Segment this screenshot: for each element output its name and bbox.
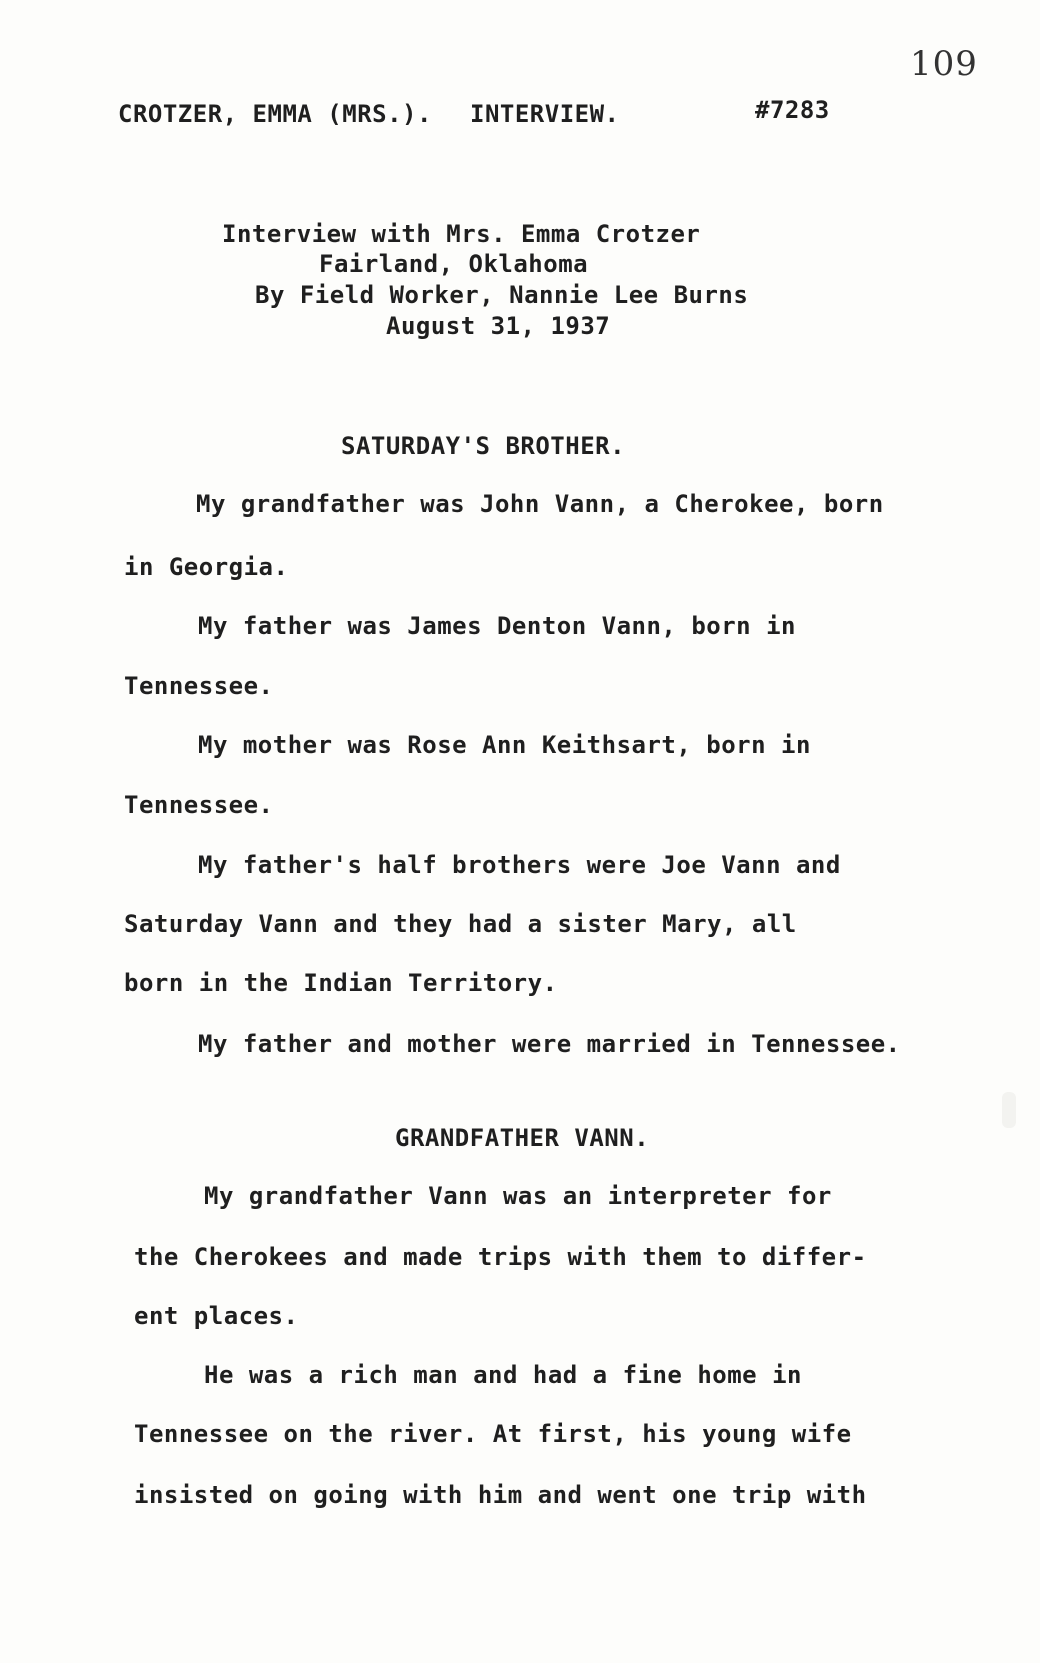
header-number: #7283: [755, 96, 830, 124]
body-line: My grandfather was John Vann, a Cherokee, born: [196, 490, 884, 518]
body-line: born in the Indian Territory.: [124, 969, 558, 997]
body-line: the Cherokees and made trips with them to differ-: [134, 1243, 867, 1271]
paper-smudge: [1002, 1092, 1016, 1128]
header-name: CROTZER, EMMA (MRS.).: [118, 100, 432, 128]
body-line: My grandfather Vann was an interpreter for: [204, 1182, 832, 1210]
body-line: My father was James Denton Vann, born in: [198, 612, 796, 640]
section-heading-saturdays-brother: SATURDAY'S BROTHER.: [341, 432, 626, 460]
title-field-worker: By Field Worker, Nannie Lee Burns: [255, 281, 749, 309]
title-date: August 31, 1937: [386, 312, 611, 340]
header-type: INTERVIEW.: [470, 100, 620, 128]
body-line: He was a rich man and had a fine home in: [204, 1361, 802, 1389]
title-interview-with: Interview with Mrs. Emma Crotzer: [222, 220, 701, 248]
section-heading-grandfather-vann: GRANDFATHER VANN.: [395, 1124, 650, 1152]
body-line: in Georgia.: [124, 553, 289, 581]
title-location: Fairland, Oklahoma: [319, 250, 589, 278]
body-line: My father and mother were married in Tennessee.: [198, 1030, 901, 1058]
body-line: My father's half brothers were Joe Vann and: [198, 851, 841, 879]
body-line: Tennessee on the river. At first, his young wife: [134, 1420, 852, 1448]
body-line: Tennessee.: [124, 672, 274, 700]
page-number: 109: [910, 44, 978, 84]
body-line: insisted on going with him and went one trip with: [134, 1481, 867, 1509]
body-line: Tennessee.: [124, 791, 274, 819]
body-line: ent places.: [134, 1302, 299, 1330]
body-line: Saturday Vann and they had a sister Mary, all: [124, 910, 797, 938]
body-line: My mother was Rose Ann Keithsart, born in: [198, 731, 811, 759]
